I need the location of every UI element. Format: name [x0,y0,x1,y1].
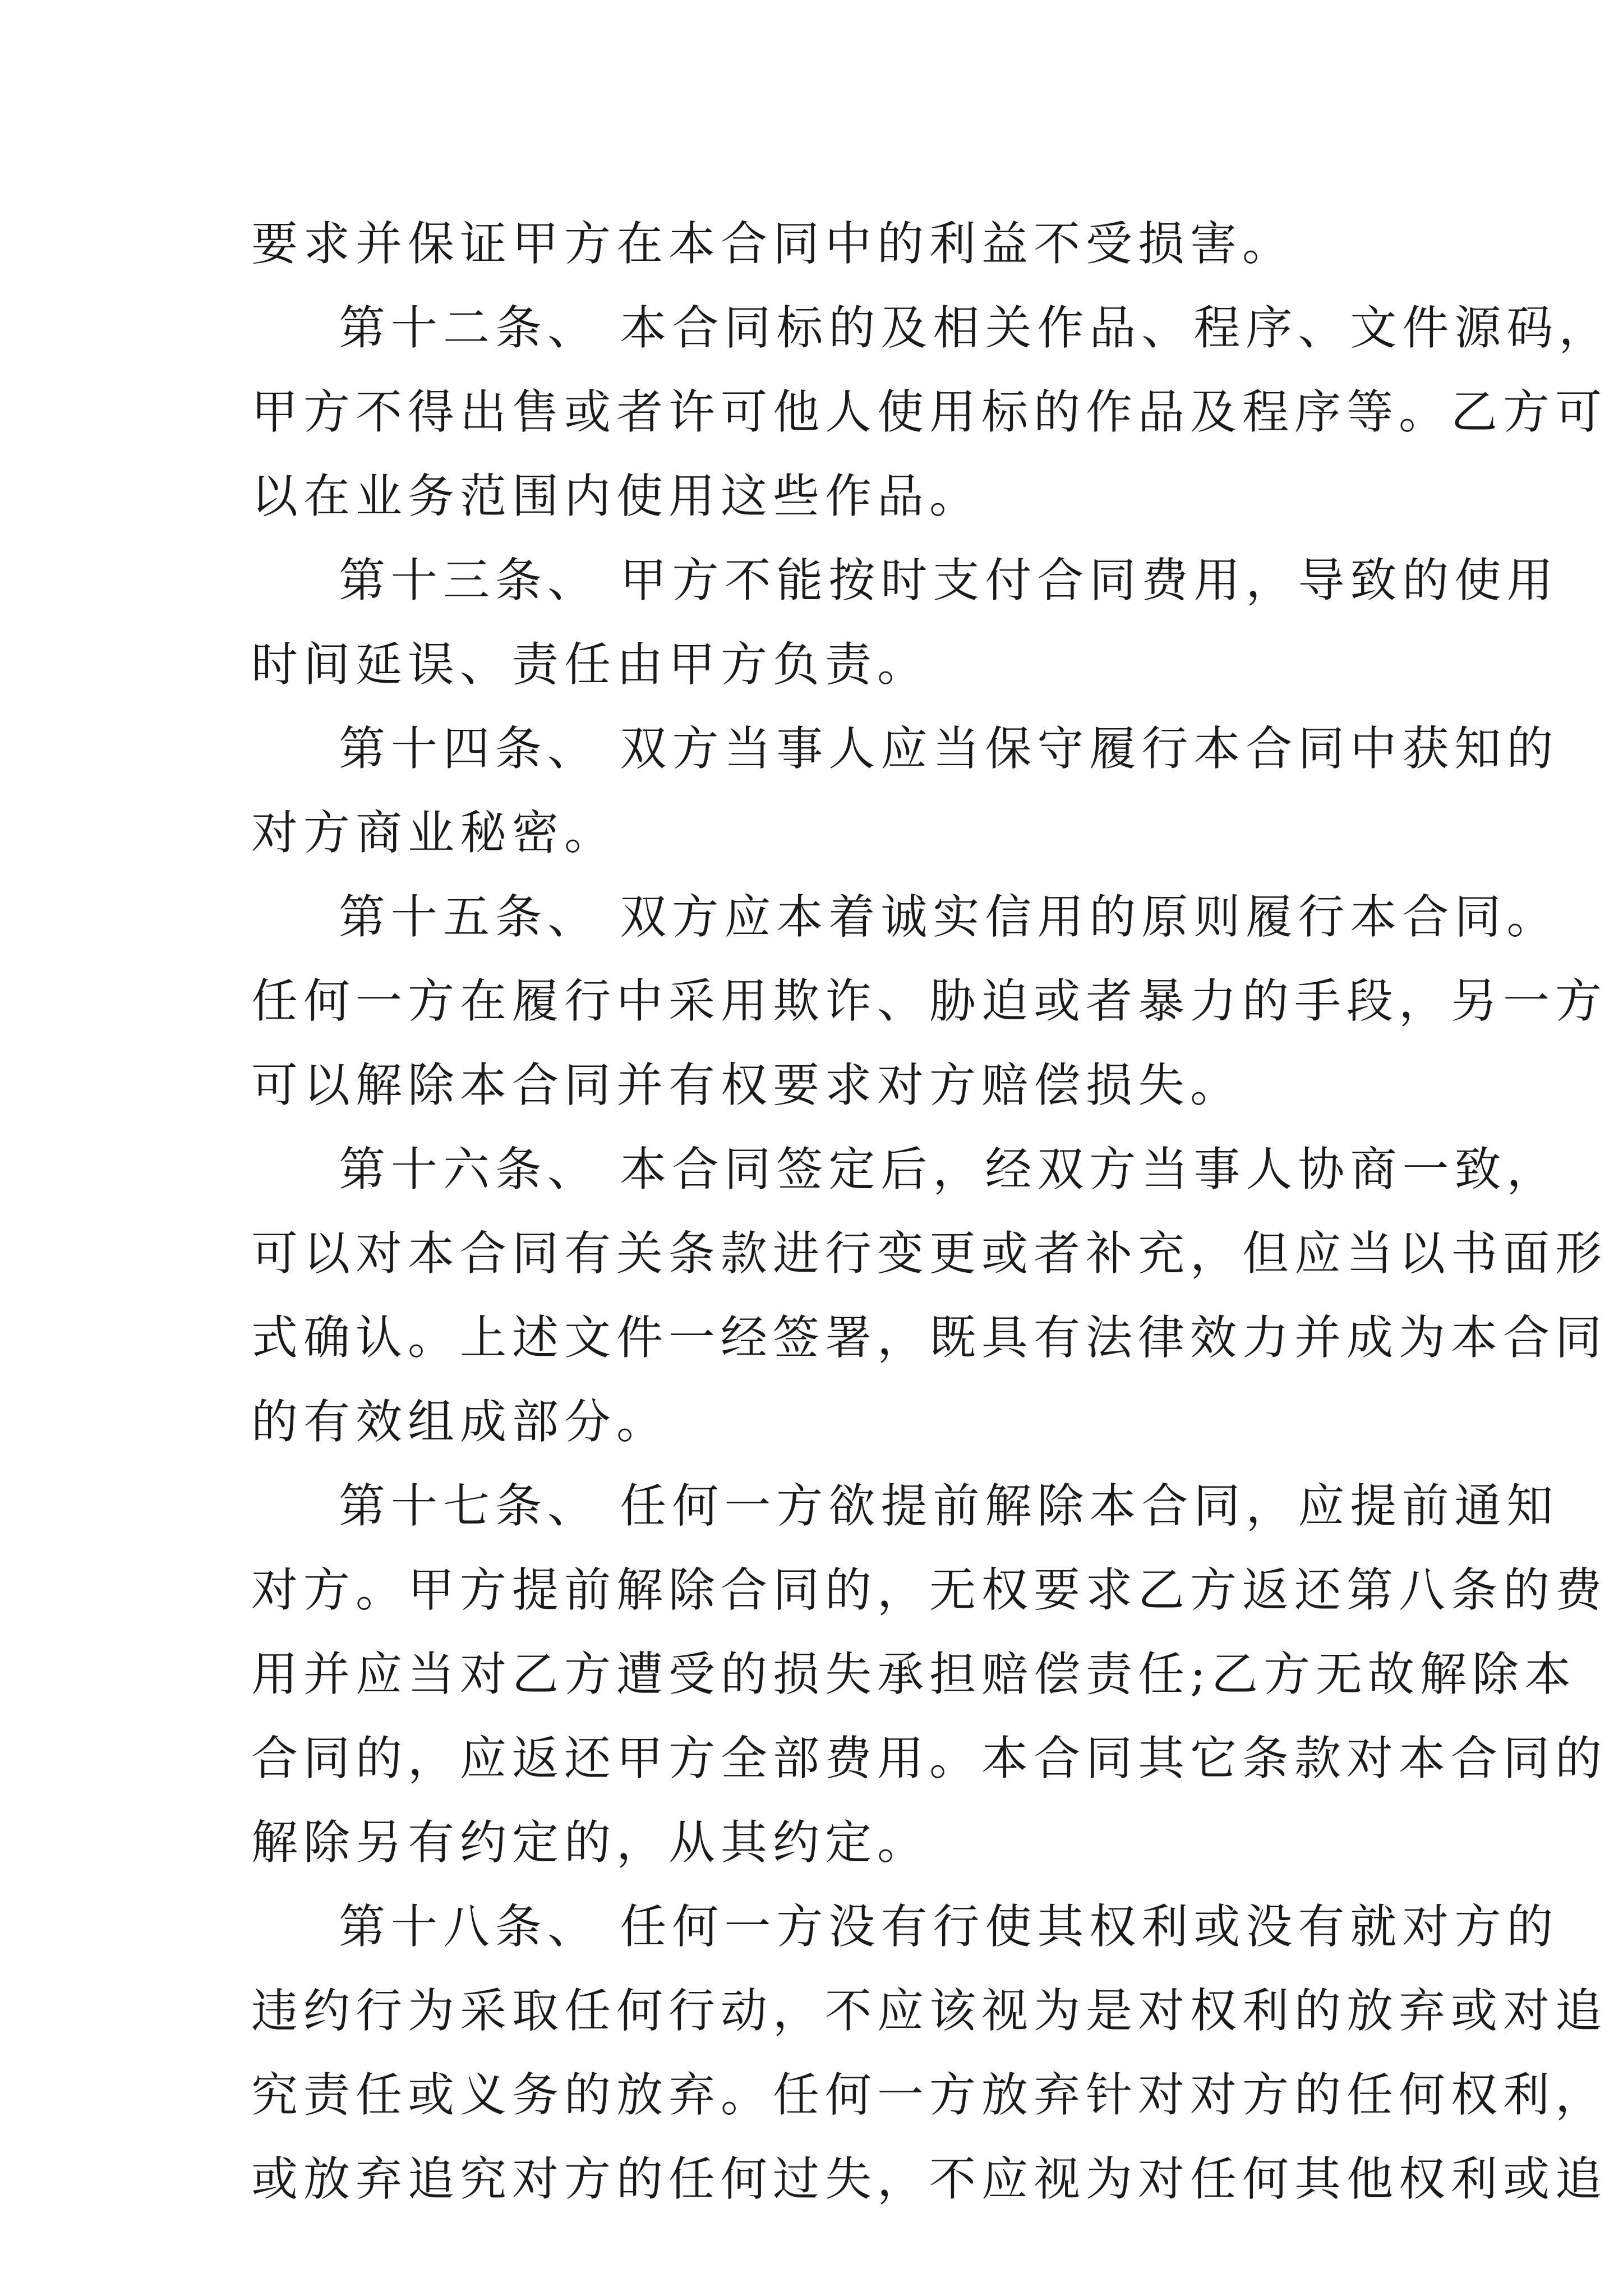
article-14-line: 第十四条、 双方当事人应当保守履行本合同中获知的 [339,721,1559,776]
text-line: 式确认。上述文件一经签署，既具有法律效力并成为本合同 [251,1310,1607,1365]
text-line: 的有效组成部分。 [251,1395,668,1449]
text-line: 要求并保证甲方在本合同中的利益不受损害。 [251,217,1294,271]
text-line: 任何一方在履行中采用欺诈、胁迫或者暴力的手段，另一方 [251,974,1607,1028]
text-line: 用并应当对乙方遭受的损失承担赔偿责任;乙方无故解除本 [251,1647,1576,1701]
text-line: 合同的，应返还甲方全部费用。本合同其它条款对本合同的 [251,1731,1607,1786]
text-line: 以在业务范围内使用这些作品。 [251,469,981,523]
article-17-line: 第十七条、 任何一方欲提前解除本合同，应提前通知 [339,1479,1559,1533]
text-line: 可以解除本合同并有权要求对方赔偿损失。 [251,1058,1242,1112]
text-line: 可以对本合同有关条款进行变更或者补充，但应当以书面形 [251,1226,1607,1281]
article-18-line: 第十八条、 任何一方没有行使其权利或没有就对方的 [339,1899,1559,1954]
article-15-line: 第十五条、 双方应本着诚实信用的原则履行本合同。 [339,890,1559,944]
text-line: 时间延误、责任由甲方负责。 [251,637,929,692]
text-line: 对方。甲方提前解除合同的，无权要求乙方返还第八条的费 [251,1563,1607,1617]
text-line: 究责任或义务的放弃。任何一方放弃针对对方的任何权利， [251,2068,1607,2122]
article-16-line: 第十六条、 本合同签定后，经双方当事人协商一致， [339,1142,1559,1197]
document-body [251,202,1611,2221]
text-line: 解除另有约定的，从其约定。 [251,1815,929,1870]
article-12-line: 第十二条、 本合同标的及相关作品、程序、文件源码， [339,301,1611,355]
article-13-line: 第十三条、 甲方不能按时支付合同费用，导致的使用 [339,553,1559,608]
text-line: 甲方不得出售或者许可他人使用标的作品及程序等。乙方可 [251,385,1607,439]
text-line: 对方商业秘密。 [251,806,616,860]
text-line: 或放弃追究对方的任何过失，不应视为对任何其他权利或追 [251,2152,1607,2206]
text-line: 违约行为采取任何行动，不应该视为是对权利的放弃或对追 [251,1984,1607,2038]
